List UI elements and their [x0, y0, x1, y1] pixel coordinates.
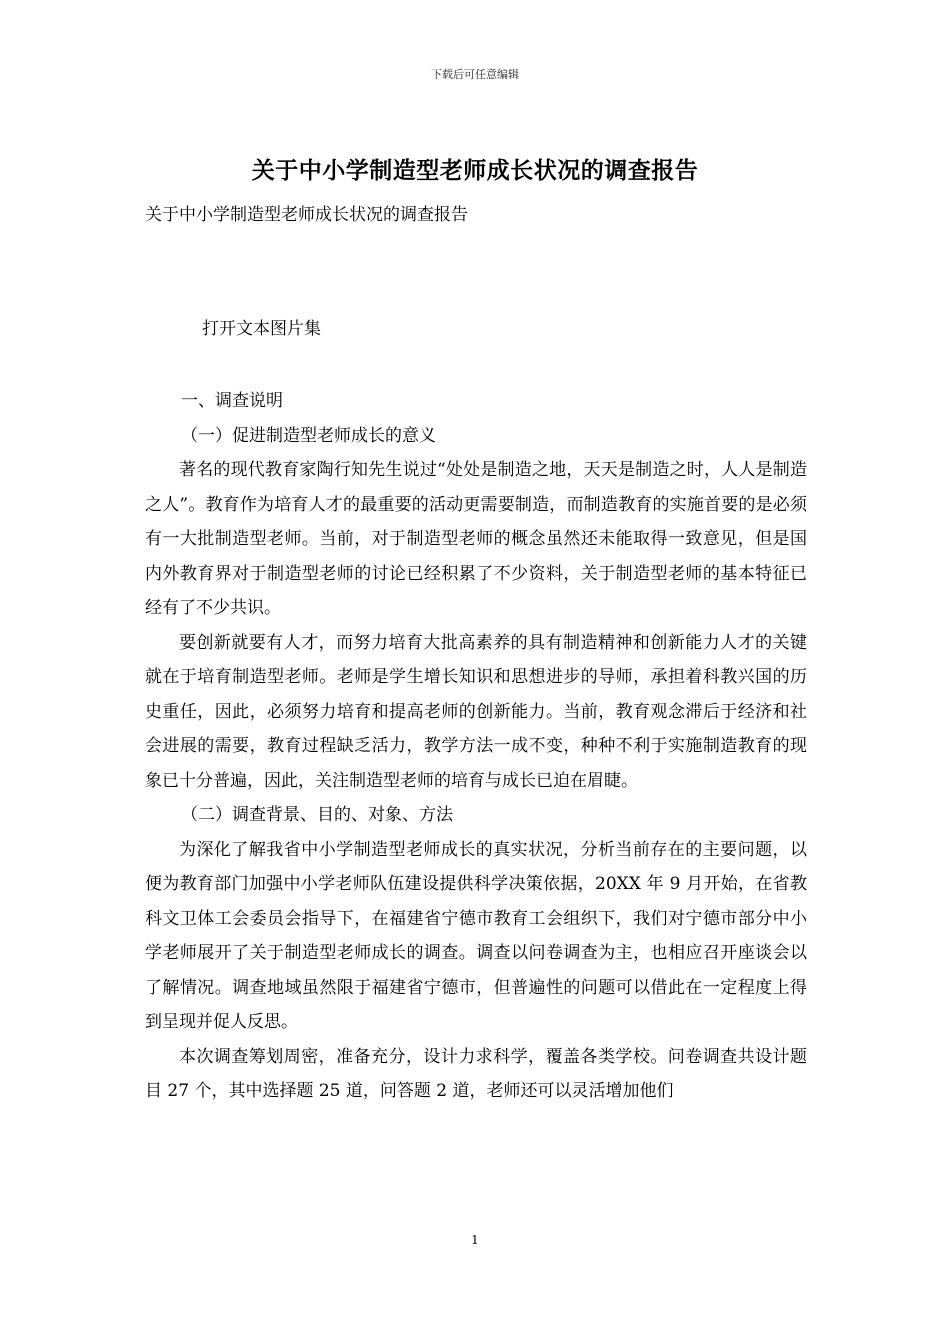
- page-number: 1: [471, 1233, 479, 1247]
- body-paragraph: 为深化了解我省中小学制造型老师成长的真实状况，分析当前存在的主要问题，以便为教育部门加强中小学老师队伍建设提供科学决策依据，20XX 年 9 月开始，在省教科文卫体工会委员会指导下，在福建省宁德市教育工会组织下，我们对宁德市部分中小学老师展开了关于制造型老师成长的调查。调查以问卷调查为主，也相应召开座谈会以了解情况。调查地域虽然限于福建省宁德市，但普遍性的问题可以借此在一定程度上得到呈现并促人反思。: [145, 839, 807, 1032]
- body-paragraph: 著名的现代教育家陶行知先生说过“处处是制造之地，天天是制造之时，人人是制造之人”。教育作为培育人才的最重要的活动更需要制造，而制造教育的实施首要的是必须有一大批制造型老师。当前，对于制造型老师的概念虽然还未能取得一致意见，但是国内外教育界对于制造型老师的讨论已经积累了不少资料，关于制造型老师的基本特征已经有了不少共识。: [145, 460, 807, 618]
- body-paragraph: 要创新就要有人才，而努力培育大批高素养的具有制造精神和创新能力人才的关键就在于培育制造型老师。老师是学生增长知识和思想进步的导师，承担着科教兴国的历史重任，因此，必须努力培育和提高老师的创新能力。当前，教育观念滞后于经济和社会进展的需要，教育过程缺乏活力，教学方法一成不变，种种不利于实施制造教育的现象已十分普遍，因此，关注制造型老师的培育与成长已迫在眉睫。: [145, 632, 807, 791]
- body-paragraph: 本次调查筹划周密，准备充分，设计力求科学，覆盖各类学校。问卷调查共设计题目 27 个，其中选择题 25 道，问答题 2 道，老师还可以灵活增加他们: [145, 1046, 807, 1101]
- header-note: 下载后可任意编辑: [431, 68, 519, 81]
- document-subtitle: 关于中小学制造型老师成长状况的调查报告: [145, 205, 468, 225]
- section-heading: 一、调查说明: [181, 391, 283, 411]
- subsection-heading: （二）调查背景、目的、对象、方法: [181, 805, 453, 825]
- document-title: 关于中小学制造型老师成长状况的调查报告: [251, 157, 699, 184]
- open-image-gallery-link[interactable]: 打开文本图片集: [202, 319, 321, 339]
- subsection-heading: （一）促进制造型老师成长的意义: [181, 425, 436, 446]
- document-body: [145, 384, 807, 1109]
